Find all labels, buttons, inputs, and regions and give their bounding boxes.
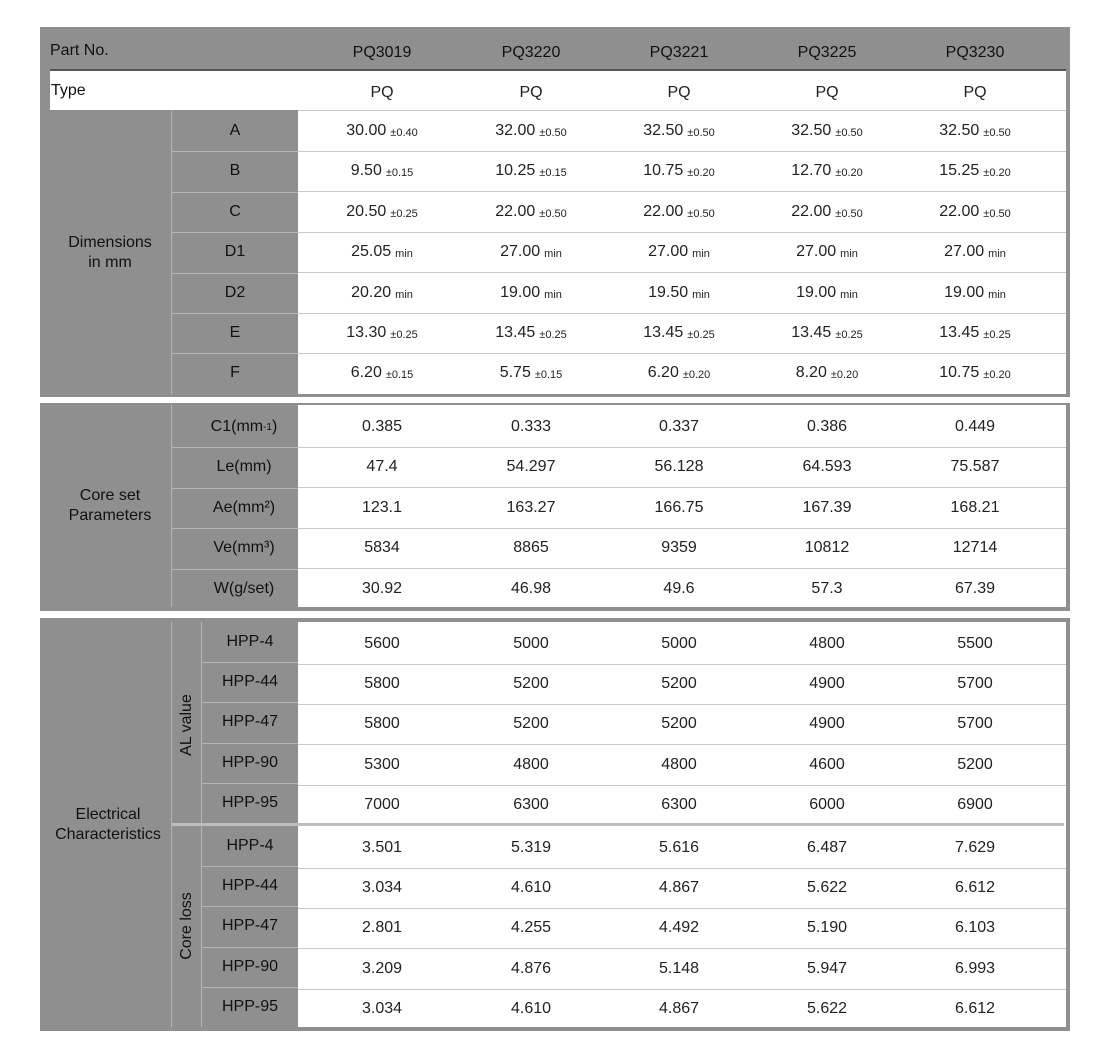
dimension-value	[605, 313, 753, 353]
label-divider	[202, 702, 298, 703]
dimension-value	[605, 192, 753, 232]
part-number-header: PQ3220	[501, 44, 561, 61]
electrical-value: 7000	[364, 795, 400, 813]
dimension-row-label: B	[229, 162, 241, 180]
electrical-value: 4.610	[510, 999, 552, 1017]
electrical-value: 4800	[661, 755, 697, 773]
type-label-area	[50, 71, 298, 110]
value-tolerance: ±0.15	[534, 369, 563, 382]
dimension-value	[753, 192, 901, 232]
electrical-value: 3.501	[361, 839, 403, 856]
material-label: HPP-95	[221, 997, 279, 1015]
type-value: PQ	[370, 84, 394, 101]
dimension-row-label: D2	[224, 283, 246, 301]
value-tolerance: min	[395, 288, 413, 301]
value-tolerance: min	[692, 288, 710, 301]
value-number: 32.00	[495, 122, 536, 139]
dimensions-group-label	[50, 111, 170, 394]
value-tolerance: ±0.50	[687, 127, 715, 139]
dimension-row-label: D1	[224, 243, 246, 261]
label-divider	[202, 866, 298, 867]
core-set-value: 46.98	[510, 579, 552, 597]
core-set-value: 123.1	[361, 498, 403, 516]
dimension-value	[308, 111, 456, 151]
electrical-value: 5700	[957, 715, 993, 733]
label-divider	[202, 783, 298, 784]
value-number: 8.20	[795, 364, 827, 382]
part-number-header: PQ3019	[352, 44, 412, 61]
electrical-value: 5.622	[806, 879, 848, 897]
value-tolerance: ±0.15	[539, 167, 567, 180]
core-set-value: 64.593	[802, 458, 852, 476]
core-set-value: 56.128	[654, 458, 704, 476]
electrical-value: 5.947	[806, 959, 848, 977]
electrical-value: 5.622	[806, 999, 848, 1017]
value-tolerance: ±0.20	[687, 167, 715, 180]
material-label: HPP-44	[221, 877, 279, 895]
electrical-value: 5200	[661, 675, 697, 693]
value-number: 13.45	[495, 324, 536, 341]
dimension-value	[308, 273, 456, 313]
dimension-value	[901, 232, 1049, 272]
electrical-value: 2.801	[361, 919, 403, 937]
core-set-value: 49.6	[663, 579, 695, 597]
electrical-value: 6900	[957, 795, 993, 813]
electrical-group-label	[44, 622, 172, 1027]
core-set-value: 12714	[952, 539, 998, 557]
dimension-value	[308, 313, 456, 353]
value-tolerance: min	[840, 288, 858, 301]
label-divider	[172, 353, 298, 354]
value-tolerance: ±0.50	[983, 127, 1011, 139]
label-divider	[202, 662, 298, 663]
dimension-value	[753, 313, 901, 353]
electrical-value: 6.103	[954, 919, 996, 937]
material-label: HPP-47	[221, 917, 279, 935]
group-label-line: in mm	[88, 253, 132, 271]
electrical-value: 6.612	[954, 879, 996, 897]
value-number: 5.75	[499, 364, 531, 382]
core-set-value: 168.21	[950, 498, 1000, 516]
dimension-value	[457, 151, 605, 191]
electrical-value: 6300	[513, 795, 549, 813]
value-tolerance: ±0.50	[835, 127, 863, 139]
label-divider	[172, 151, 298, 152]
value-number: 30.00	[346, 122, 387, 139]
electrical-value: 6.993	[954, 959, 996, 977]
core-set-value: 0.385	[361, 418, 403, 435]
value-number: 22.00	[939, 202, 980, 220]
al-value-label: AL value	[178, 694, 195, 756]
dimension-value	[753, 151, 901, 191]
value-tolerance: ±0.50	[835, 207, 863, 220]
value-tolerance: min	[988, 248, 1006, 261]
electrical-value: 7.629	[954, 839, 996, 856]
value-number: 22.00	[643, 202, 684, 220]
part-number-header: PQ3221	[649, 44, 709, 61]
value-tolerance: min	[544, 248, 562, 261]
type-value: PQ	[815, 84, 839, 101]
label-divider	[172, 569, 298, 570]
label-divider	[172, 528, 298, 529]
value-number: 6.20	[350, 364, 382, 382]
group-label-line: Core set	[79, 487, 141, 504]
electrical-value: 4.867	[658, 999, 700, 1017]
value-number: 10.75	[939, 364, 980, 382]
dimension-value	[901, 313, 1049, 353]
electrical-value: 5200	[513, 715, 549, 733]
value-tolerance: ±0.50	[539, 207, 567, 220]
core-set-row-label	[172, 447, 316, 487]
dimension-value	[457, 111, 605, 151]
dimension-value	[457, 273, 605, 313]
value-number: 19.00	[796, 283, 837, 301]
core-set-value: 9359	[661, 539, 697, 557]
electrical-panel	[40, 618, 1070, 1031]
value-tolerance: ±0.25	[390, 207, 418, 220]
value-number: 32.50	[643, 122, 684, 139]
group-label-line: Characteristics	[55, 825, 161, 843]
electrical-value: 5800	[364, 715, 400, 733]
material-label: HPP-47	[221, 713, 279, 731]
material-label: HPP-90	[221, 753, 279, 771]
dimension-row-label: C	[229, 202, 241, 220]
value-tolerance: ±0.15	[385, 369, 414, 382]
label-text: Le(mm)	[216, 458, 272, 476]
label-text: Ae(mm²)	[212, 498, 276, 516]
value-number: 19.00	[500, 283, 541, 301]
value-number: 22.00	[791, 202, 832, 220]
material-label: HPP-4	[226, 837, 274, 854]
electrical-value: 5.190	[806, 919, 848, 937]
label-text-end: )	[272, 418, 278, 435]
value-number: 13.45	[939, 324, 980, 341]
label-superscript: -1	[263, 421, 272, 433]
core-set-value: 0.337	[658, 418, 700, 435]
electrical-value: 5.319	[510, 839, 552, 856]
core-set-value: 30.92	[361, 579, 403, 597]
dimension-value	[308, 232, 456, 272]
core-set-value: 47.4	[366, 458, 398, 476]
electrical-value: 4800	[809, 635, 845, 652]
dimension-value	[605, 353, 753, 393]
dimension-value	[901, 111, 1049, 151]
core-set-value: 67.39	[954, 579, 996, 597]
electrical-value: 3.034	[361, 879, 403, 897]
core-loss-label: Core loss	[178, 892, 195, 960]
electrical-value: 5500	[957, 635, 993, 652]
value-tolerance: ±0.20	[983, 167, 1011, 180]
electrical-value: 4900	[809, 715, 845, 733]
electrical-value: 4.876	[510, 959, 552, 977]
value-number: 10.25	[495, 162, 536, 180]
label-divider	[172, 313, 298, 314]
material-label: HPP-44	[221, 673, 279, 691]
dimension-value	[901, 192, 1049, 232]
value-number: 19.00	[944, 283, 985, 301]
electrical-value: 3.209	[361, 959, 403, 977]
electrical-value: 4.255	[510, 919, 552, 937]
value-number: 15.25	[939, 162, 980, 180]
electrical-value: 5600	[364, 635, 400, 652]
core-set-row-label	[172, 528, 316, 568]
core-set-value: 75.587	[950, 458, 1000, 476]
part-number-header: PQ3230	[945, 44, 1005, 61]
label-divider	[202, 906, 298, 907]
electrical-value: 5.148	[658, 959, 700, 977]
type-value: PQ	[667, 84, 691, 101]
dimension-value	[901, 353, 1049, 393]
dimension-row-label: A	[229, 122, 241, 139]
value-tolerance: min	[988, 288, 1006, 301]
dimension-value	[753, 232, 901, 272]
electrical-value: 5000	[661, 635, 697, 652]
type-value: PQ	[519, 84, 543, 101]
electrical-value: 4.867	[658, 879, 700, 897]
value-number: 12.70	[791, 162, 832, 180]
label-divider	[202, 743, 298, 744]
electrical-value: 4900	[809, 675, 845, 693]
electrical-value: 4600	[809, 755, 845, 773]
material-label: HPP-90	[221, 957, 279, 975]
dimension-value	[605, 273, 753, 313]
value-number: 32.50	[939, 122, 980, 139]
value-tolerance: ±0.20	[835, 167, 863, 180]
value-number: 10.75	[643, 162, 684, 180]
type-value: PQ	[963, 84, 987, 101]
core-set-value: 0.386	[806, 418, 848, 435]
core-set-value: 5834	[364, 539, 400, 557]
part-no-label: Part No.	[50, 42, 109, 59]
value-tolerance: ±0.25	[390, 329, 418, 341]
electrical-value: 6300	[661, 795, 697, 813]
value-number: 20.20	[351, 283, 392, 301]
value-number: 13.30	[346, 324, 387, 341]
core-set-value: 166.75	[654, 498, 704, 516]
value-tolerance: ±0.25	[687, 329, 715, 341]
label-divider	[172, 447, 298, 448]
label-text: W(g/set)	[213, 579, 275, 597]
value-tolerance: ±0.50	[687, 207, 715, 220]
value-tolerance: ±0.25	[835, 329, 863, 341]
value-number: 13.45	[643, 324, 684, 341]
core-set-value: 167.39	[802, 498, 852, 516]
part-number-header: PQ3225	[797, 44, 857, 61]
core-set-panel	[40, 403, 1070, 611]
core-set-value: 8865	[513, 539, 549, 557]
dimension-row-label: E	[229, 324, 241, 341]
material-label: HPP-95	[221, 793, 279, 811]
label-text: Ve(mm³)	[213, 539, 275, 557]
type-label: Type	[51, 82, 86, 99]
electrical-value: 5200	[661, 715, 697, 733]
dimension-value	[605, 111, 753, 151]
label-divider	[172, 192, 298, 193]
core-set-value: 0.449	[954, 418, 996, 435]
value-number: 22.00	[495, 202, 536, 220]
value-number: 20.50	[346, 202, 387, 220]
value-number: 9.50	[350, 162, 382, 180]
value-tolerance: ±0.20	[983, 369, 1011, 382]
dimension-value	[308, 192, 456, 232]
label-divider	[172, 232, 298, 233]
value-tolerance: ±0.25	[539, 329, 567, 341]
value-number: 32.50	[791, 122, 832, 139]
group-label-line: Parameters	[68, 507, 152, 524]
electrical-value: 5.616	[658, 839, 700, 856]
dimension-value	[308, 151, 456, 191]
dimension-value	[605, 232, 753, 272]
core-set-value: 57.3	[811, 579, 843, 597]
dimension-value	[753, 111, 901, 151]
dimension-value	[457, 353, 605, 393]
electrical-value: 6000	[809, 795, 845, 813]
dimension-value	[457, 313, 605, 353]
label-divider	[172, 273, 298, 274]
value-number: 27.00	[944, 243, 985, 261]
dimension-value	[753, 273, 901, 313]
electrical-value: 4.492	[658, 919, 700, 937]
core-set-row-label	[172, 407, 316, 447]
value-number: 27.00	[500, 243, 541, 261]
electrical-value: 6.487	[806, 839, 848, 856]
label-text: C1(mm	[210, 418, 264, 435]
value-number: 27.00	[796, 243, 837, 261]
value-tolerance: ±0.25	[983, 329, 1011, 341]
value-tolerance: min	[692, 248, 710, 261]
label-divider	[202, 947, 298, 948]
dimension-value	[901, 151, 1049, 191]
value-tolerance: min	[544, 288, 562, 301]
value-tolerance: ±0.20	[682, 369, 711, 382]
dimensions-panel	[40, 27, 1070, 397]
electrical-value: 3.034	[361, 999, 403, 1017]
material-label: HPP-4	[226, 633, 274, 650]
value-tolerance: ±0.20	[830, 369, 859, 382]
label-divider	[202, 987, 298, 988]
core-set-row-label	[172, 488, 316, 528]
label-divider	[172, 488, 298, 489]
dimension-value	[308, 353, 456, 393]
core-set-value: 163.27	[506, 498, 556, 516]
dimension-value	[457, 232, 605, 272]
dimension-value	[605, 151, 753, 191]
value-number: 13.45	[791, 324, 832, 341]
core-set-row-label	[172, 569, 316, 609]
electrical-value: 5200	[957, 755, 993, 773]
value-tolerance: ±0.15	[385, 167, 414, 180]
dimension-value	[753, 353, 901, 393]
value-number: 25.05	[351, 243, 392, 261]
electrical-value: 5300	[364, 755, 400, 773]
core-set-value: 0.333	[510, 418, 552, 435]
value-tolerance: ±0.50	[983, 207, 1011, 220]
electrical-value: 5200	[513, 675, 549, 693]
electrical-value: 6.612	[954, 999, 996, 1017]
value-tolerance: ±0.40	[390, 127, 418, 139]
core-set-value: 10812	[804, 539, 850, 557]
dimension-value	[901, 273, 1049, 313]
dimension-row-label: F	[230, 364, 240, 382]
group-label-line: Dimensions	[68, 233, 152, 251]
electrical-value: 4800	[513, 755, 549, 773]
dimension-value	[457, 192, 605, 232]
electrical-value: 5800	[364, 675, 400, 693]
value-tolerance: ±0.50	[539, 127, 567, 139]
value-tolerance: min	[395, 248, 413, 261]
core-set-group-label	[50, 405, 170, 607]
value-number: 6.20	[647, 364, 679, 382]
group-label-line: Electrical	[75, 805, 141, 823]
core-set-value: 54.297	[506, 458, 556, 476]
electrical-value: 5700	[957, 675, 993, 693]
value-number: 19.50	[648, 283, 689, 301]
electrical-value: 4.610	[510, 879, 552, 897]
value-number: 27.00	[648, 243, 689, 261]
value-tolerance: min	[840, 248, 858, 261]
electrical-value: 5000	[513, 635, 549, 652]
